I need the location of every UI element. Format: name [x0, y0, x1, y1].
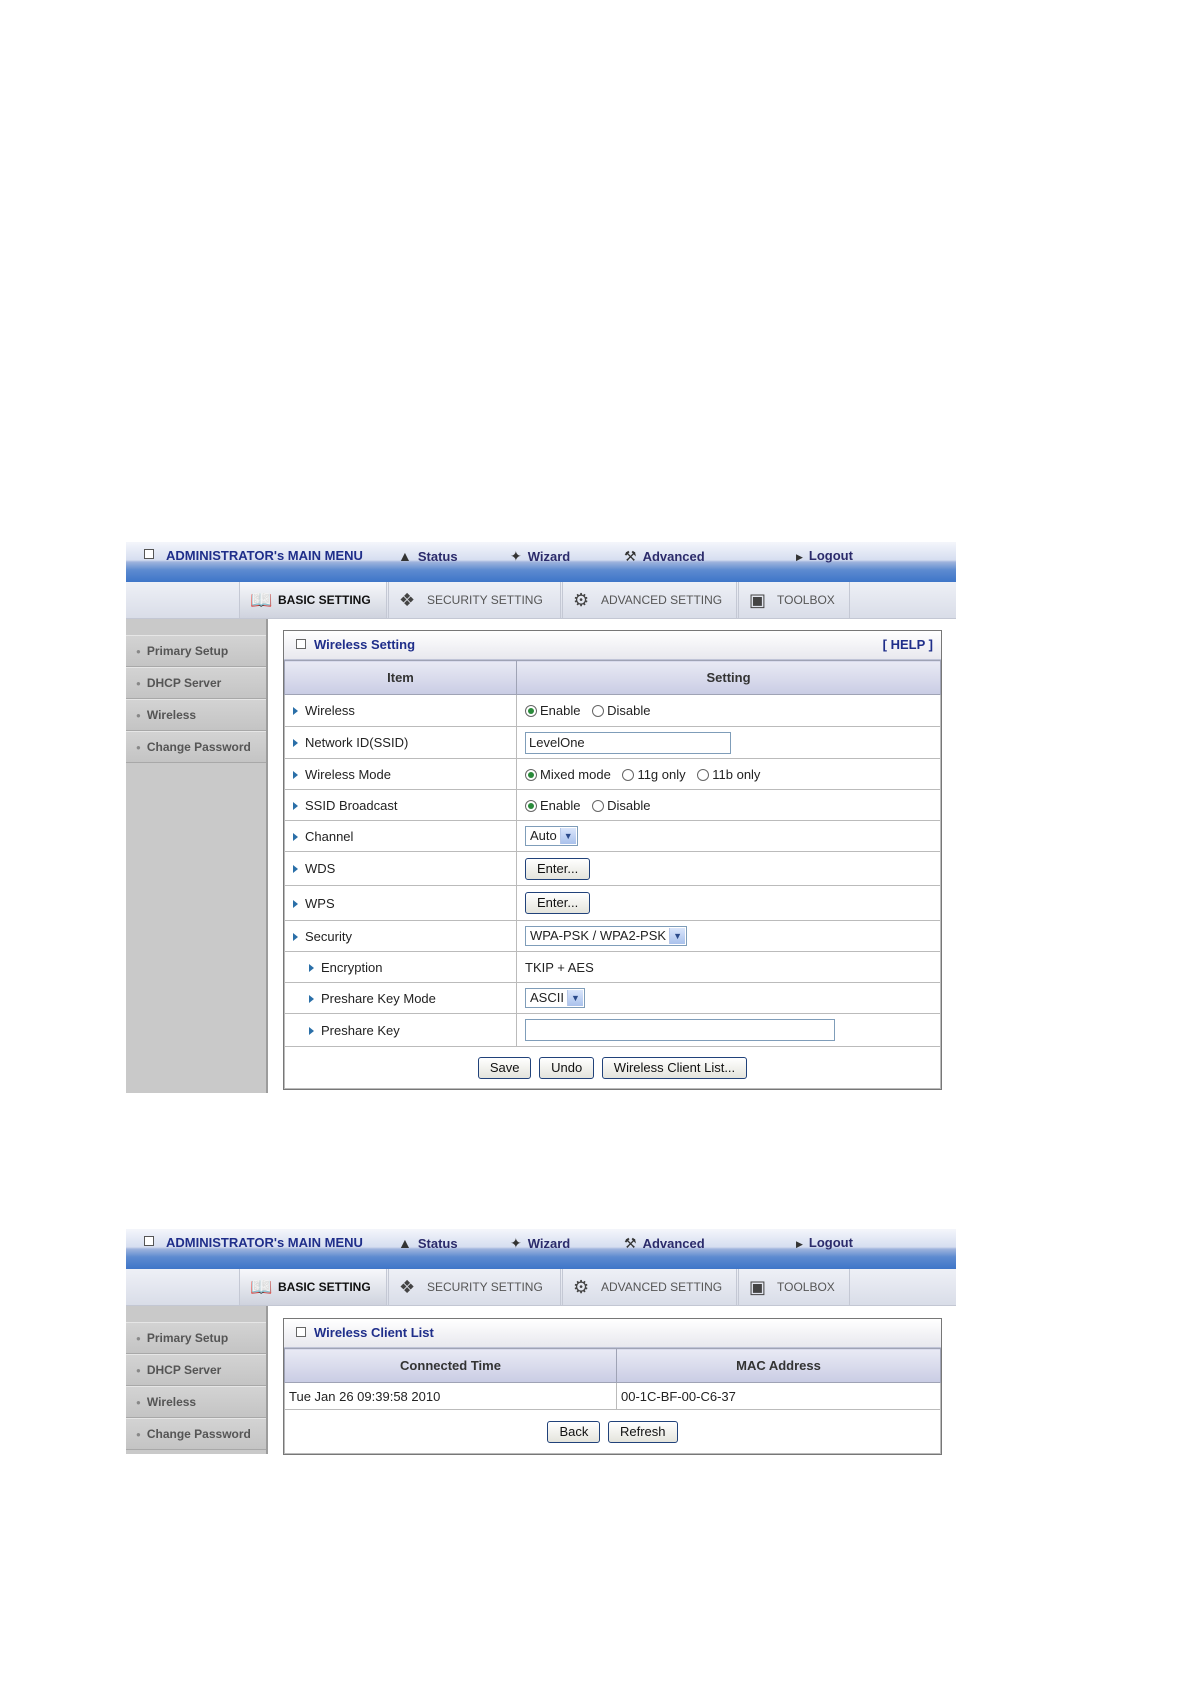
table-row: [285, 759, 941, 790]
person-icon: ▲: [398, 1235, 412, 1251]
back-button[interactable]: Back: [547, 1421, 600, 1443]
tab-label: TOOLBOX: [777, 593, 835, 607]
wizard-label: Wizard: [527, 1236, 571, 1251]
status-link[interactable]: [398, 547, 458, 565]
bullet-icon: ●: [136, 647, 141, 656]
admin-main-menu: [144, 547, 363, 565]
square-icon: [296, 639, 306, 649]
preshare-key-input[interactable]: [525, 1019, 835, 1041]
col-connected-time: Connected Time: [285, 1349, 617, 1383]
arrow-right-icon: [293, 865, 298, 873]
bullet-icon: ●: [136, 711, 141, 720]
ssid-cell: [517, 727, 941, 759]
key-mode-select[interactable]: [525, 988, 585, 1008]
arrow-right-icon: [309, 995, 314, 1003]
wireless-client-list-panel: [283, 1318, 942, 1455]
book-icon: 📖: [250, 590, 273, 610]
table-row: [285, 1014, 941, 1047]
advanced-link[interactable]: [624, 547, 705, 565]
wand-icon: ✦: [510, 1235, 522, 1251]
button-row-cell: [285, 1410, 941, 1454]
mode-11g-option[interactable]: [622, 767, 685, 782]
logout-link[interactable]: [796, 1234, 853, 1252]
option-label: 11g only: [637, 766, 686, 782]
row-label-text: Preshare Key: [321, 1022, 400, 1038]
sidebar-item-primary-setup[interactable]: [126, 1322, 266, 1354]
sidebar-item-wireless[interactable]: [126, 1386, 266, 1418]
status-label: Status: [417, 1236, 458, 1251]
square-icon: [144, 1236, 154, 1246]
row-label-text: SSID Broadcast: [305, 797, 398, 813]
tab-toolbox[interactable]: [738, 1269, 850, 1305]
status-link[interactable]: [398, 1234, 458, 1252]
undo-button[interactable]: Undo: [539, 1057, 594, 1079]
keymode-cell: [517, 983, 941, 1014]
advanced-label: Advanced: [642, 1236, 705, 1251]
wds-cell: [517, 852, 941, 886]
wireless-disable-option[interactable]: [592, 703, 650, 718]
option-label: 11b only: [712, 766, 761, 782]
bullet-icon: ●: [136, 1398, 141, 1407]
row-label-text: WPS: [305, 895, 335, 911]
bullet-icon: ●: [136, 1430, 141, 1439]
tab-label: SECURITY SETTING: [427, 1280, 543, 1294]
arrow-right-icon: [293, 771, 298, 779]
sidebar-item-label: DHCP Server: [146, 1363, 222, 1377]
logout-label: Logout: [808, 1235, 853, 1250]
wand-icon: ✦: [510, 548, 522, 564]
bullet-icon: ●: [136, 743, 141, 752]
row-label: [285, 759, 517, 790]
panel-title-text: Wireless Client List: [314, 1325, 434, 1340]
table-row: [285, 821, 941, 852]
row-label-text: Wireless: [305, 703, 355, 718]
mode-11b-option[interactable]: [697, 767, 760, 782]
option-label: Mixed mode: [540, 766, 611, 782]
sidebar: [126, 619, 268, 1093]
main-menu-bar: [126, 542, 956, 582]
advanced-link[interactable]: [624, 1234, 705, 1252]
tab-label: ADVANCED SETTING: [601, 1280, 723, 1294]
advanced-label: Advanced: [642, 549, 705, 564]
button-row: [285, 1410, 941, 1454]
arrow-right-icon: [293, 707, 298, 715]
tab-advanced-setting[interactable]: [562, 1269, 737, 1305]
arrow-right-icon: [293, 739, 298, 747]
sidebar-item-label: Primary Setup: [146, 1331, 229, 1345]
col-item: Item: [285, 661, 517, 695]
row-label-text: Channel: [305, 828, 354, 844]
mac-address-cell: 00-1C-BF-00-C6-37: [617, 1383, 941, 1410]
status-label: Status: [417, 549, 458, 564]
book-icon: 📖: [250, 1277, 273, 1297]
table-row: [285, 921, 941, 952]
admin-menu-label: ADMINISTRATOR's MAIN MENU: [166, 548, 363, 563]
table-row: [285, 952, 941, 983]
table-row: [285, 983, 941, 1014]
help-link[interactable]: [ HELP ]: [882, 637, 933, 652]
toolbox-icon: ▣: [749, 1277, 767, 1297]
panel-title-text: Wireless Setting: [314, 637, 416, 652]
wizard-link[interactable]: [510, 1234, 570, 1252]
table-row: [285, 852, 941, 886]
radio[interactable]: [592, 705, 604, 717]
row-label: [285, 790, 517, 821]
wps-enter-button[interactable]: Enter...: [525, 892, 590, 914]
option-label: Enable: [540, 703, 581, 718]
wireless-settings-table: [284, 660, 941, 1089]
tab-advanced-setting[interactable]: [562, 582, 737, 618]
tab-security-setting[interactable]: [388, 1269, 561, 1305]
arrow-right-icon: ▶: [796, 552, 803, 562]
option-label: Enable: [540, 797, 581, 813]
row-label: [285, 695, 517, 727]
person-icon: ▲: [398, 548, 412, 564]
arrow-right-icon: [309, 1027, 314, 1035]
row-label: [285, 1014, 517, 1047]
sidebar-item-label: Wireless: [146, 708, 197, 722]
bullet-icon: ●: [136, 1366, 141, 1375]
radio-selected[interactable]: [525, 705, 537, 717]
row-label-text: Wireless Mode: [305, 766, 391, 782]
sidebar-item-label: Wireless: [146, 1395, 197, 1409]
radio[interactable]: [622, 769, 634, 781]
wds-enter-button[interactable]: Enter...: [525, 858, 590, 880]
table-row: [285, 695, 941, 727]
wireless-client-list-screenshot: [126, 1229, 956, 1454]
select-value: ASCII: [530, 990, 564, 1005]
row-label: [285, 821, 517, 852]
sidebar-item-change-password[interactable]: [126, 731, 266, 763]
wireless-mode-options: [517, 759, 941, 790]
wps-cell: [517, 886, 941, 921]
row-label: [285, 852, 517, 886]
save-button[interactable]: Save: [478, 1057, 532, 1079]
select-value: WPA-PSK / WPA2-PSK: [530, 928, 667, 943]
security-select[interactable]: [525, 926, 687, 946]
wireless-client-list-button[interactable]: Wireless Client List...: [602, 1057, 747, 1079]
radio-selected[interactable]: [525, 769, 537, 781]
main-menu-bar: [126, 1229, 956, 1269]
wireless-setting-panel: [283, 630, 942, 1090]
tools-icon: ⚒: [624, 1235, 637, 1251]
wireless-toggle: [517, 695, 941, 727]
wireless-setting-screenshot: [126, 542, 956, 1093]
square-icon: [144, 549, 154, 559]
gear-icon: ⚙: [573, 1277, 590, 1297]
option-label: Disable: [607, 797, 651, 813]
admin-menu-label: ADMINISTRATOR's MAIN MENU: [166, 1235, 363, 1250]
row-label: [285, 921, 517, 952]
gear-icon: ⚙: [573, 590, 590, 610]
radio-selected[interactable]: [525, 800, 537, 812]
tab-label: SECURITY SETTING: [427, 593, 543, 607]
sidebar-item-label: Change Password: [146, 740, 251, 754]
chevron-down-icon[interactable]: ▼: [560, 828, 576, 844]
chevron-down-icon[interactable]: ▼: [567, 990, 583, 1006]
tab-basic-setting[interactable]: [239, 582, 387, 618]
row-label: [285, 983, 517, 1014]
row-label-text: Preshare Key Mode: [321, 990, 436, 1006]
refresh-button[interactable]: Refresh: [608, 1421, 678, 1443]
connected-time-cell: Tue Jan 26 09:39:58 2010: [285, 1383, 617, 1410]
security-cell: [517, 921, 941, 952]
radio[interactable]: [697, 769, 709, 781]
table-row: [285, 727, 941, 759]
lock-icon: ❖: [399, 590, 416, 610]
tab-label: BASIC SETTING: [278, 593, 371, 607]
table-row: [285, 886, 941, 921]
tools-icon: ⚒: [624, 548, 637, 564]
square-icon: [296, 1327, 306, 1337]
sidebar-item-label: DHCP Server: [146, 676, 222, 690]
sidebar-item-wireless[interactable]: [126, 699, 266, 731]
arrow-right-icon: [293, 900, 298, 908]
sidebar-item-primary-setup[interactable]: [126, 635, 266, 667]
panel-title: [284, 1319, 941, 1348]
channel-cell: [517, 821, 941, 852]
wizard-label: Wizard: [527, 549, 571, 564]
tab-toolbox[interactable]: [738, 582, 850, 618]
row-label: [285, 952, 517, 983]
arrow-right-icon: [293, 933, 298, 941]
radio[interactable]: [592, 800, 604, 812]
arrow-right-icon: [293, 833, 298, 841]
client-list-table: [284, 1348, 941, 1454]
broadcast-disable-option[interactable]: [592, 798, 650, 813]
sidebar-item-dhcp-server[interactable]: [126, 667, 266, 699]
col-setting: Setting: [517, 661, 941, 695]
channel-select[interactable]: [525, 826, 578, 846]
key-cell: [517, 1014, 941, 1047]
sidebar: [126, 1306, 268, 1454]
row-label-text: Security: [305, 928, 352, 944]
wireless-enable-option[interactable]: [525, 703, 580, 718]
arrow-right-icon: [293, 802, 298, 810]
row-label: [285, 727, 517, 759]
row-label: [285, 886, 517, 921]
tab-bar: [126, 582, 956, 619]
lock-icon: ❖: [399, 1277, 416, 1297]
wizard-link[interactable]: [510, 547, 570, 565]
arrow-right-icon: [309, 964, 314, 972]
tab-basic-setting[interactable]: [239, 1269, 387, 1305]
mode-mixed-option[interactable]: [525, 767, 611, 782]
row-label-text: Network ID(SSID): [305, 735, 409, 750]
table-row: [285, 790, 941, 821]
admin-main-menu: [144, 1234, 363, 1252]
select-value: Auto: [530, 828, 557, 843]
chevron-down-icon[interactable]: ▼: [669, 928, 685, 944]
sidebar-item-label: Change Password: [146, 1427, 251, 1441]
broadcast-enable-option[interactable]: [525, 798, 580, 813]
panel-title: [284, 631, 941, 660]
ssid-input[interactable]: LevelOne: [525, 732, 731, 754]
arrow-right-icon: ▶: [796, 1239, 803, 1249]
row-label-text: Encryption: [321, 959, 383, 975]
sidebar-item-dhcp-server[interactable]: [126, 1354, 266, 1386]
button-row: [285, 1047, 941, 1089]
option-label: Disable: [607, 703, 651, 718]
tab-label: BASIC SETTING: [278, 1280, 371, 1294]
button-row-cell: [285, 1047, 941, 1089]
col-mac-address: MAC Address: [617, 1349, 941, 1383]
toolbox-icon: ▣: [749, 590, 767, 610]
row-label-text: WDS: [305, 861, 336, 876]
table-row: [285, 1383, 941, 1410]
logout-label: Logout: [808, 548, 853, 563]
tab-label: TOOLBOX: [777, 1280, 835, 1294]
logout-link[interactable]: [796, 547, 853, 565]
tab-bar: [126, 1269, 956, 1306]
tab-security-setting[interactable]: [388, 582, 561, 618]
ssid-broadcast-toggle: [517, 790, 941, 821]
tab-label: ADVANCED SETTING: [601, 593, 723, 607]
sidebar-item-label: Primary Setup: [146, 644, 229, 658]
bullet-icon: ●: [136, 1334, 141, 1343]
encryption-value: TKIP + AES: [517, 952, 941, 983]
sidebar-item-change-password[interactable]: [126, 1418, 266, 1450]
bullet-icon: ●: [136, 679, 141, 688]
